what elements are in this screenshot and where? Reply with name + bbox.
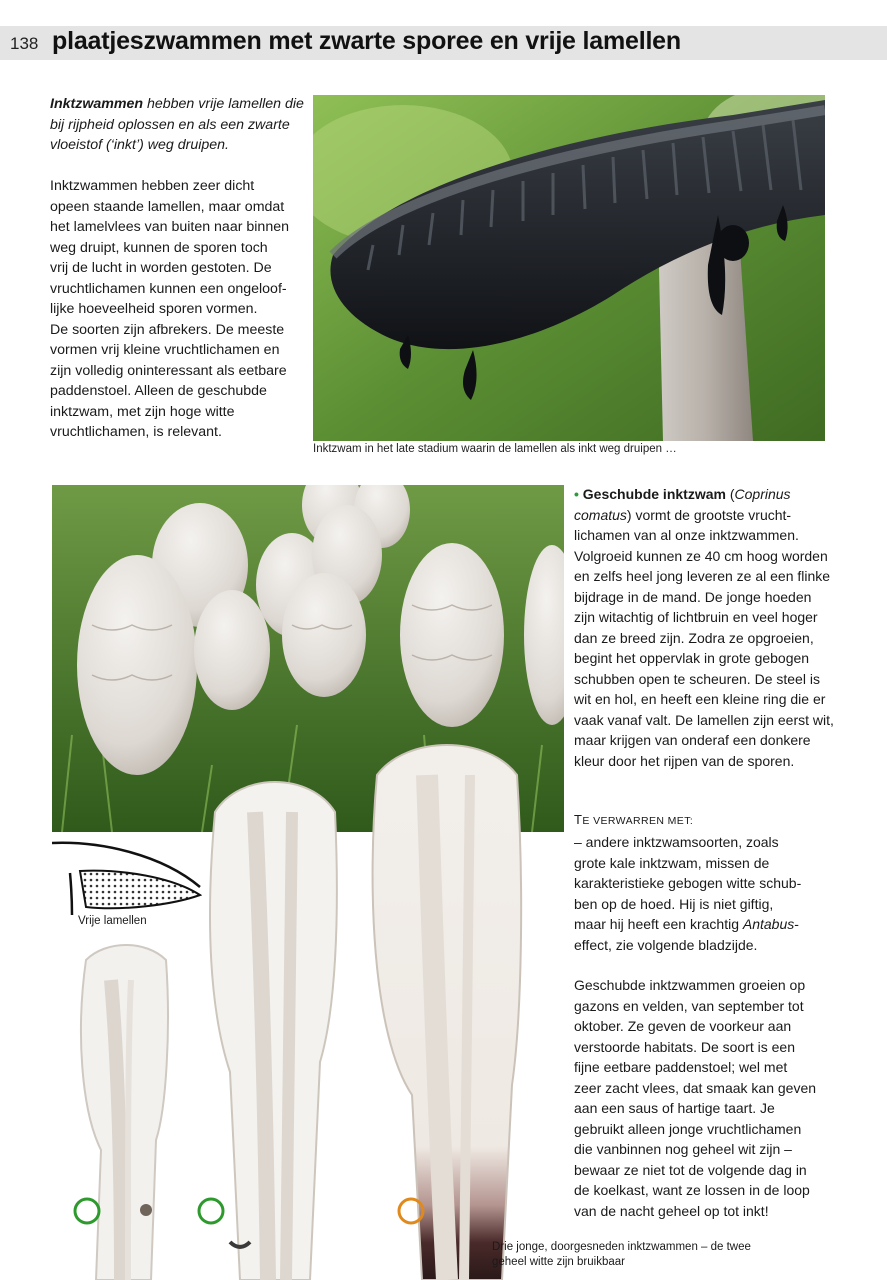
species-name: Geschubde inktzwam bbox=[582, 486, 726, 502]
intro-line: paddenstoel. Alleen de geschubde bbox=[50, 383, 267, 399]
habitat-line: aan een saus of hartige taart. Je bbox=[574, 1100, 775, 1116]
caption-line: Drie jonge, doorgesneden inktzwammen – de twee bbox=[492, 1241, 751, 1253]
intro-lead-bold: Inktzwammen bbox=[50, 96, 144, 112]
habitat-line: die vanbinnen nog geheel wit zijn – bbox=[574, 1141, 792, 1157]
edible-marker-middle bbox=[196, 1196, 226, 1226]
habitat-line: gazons en velden, van september tot bbox=[574, 997, 804, 1014]
intro-body bbox=[50, 176, 310, 443]
intro-lead bbox=[50, 94, 310, 156]
species-line: De lamellen zijn eerst wit, maar krijgen bbox=[574, 711, 834, 748]
habitat-line: verstoorde habitats. De soort is een bbox=[574, 1038, 796, 1055]
species-line: al een flinke bijdrage in de mand. De bbox=[574, 568, 831, 605]
intro-lead-rest: hebben vrije lamellen die bij rijpheid oplossen en als een zwarte vloeistof (‘inkt’) weg druipen. bbox=[50, 96, 304, 153]
page-title: plaatjeszwammen met zwarte sporee en vrije lamellen bbox=[52, 27, 681, 55]
intro-line: inktzwam, met zijn hoge witte bbox=[50, 403, 235, 420]
habitat-line: de koelkast, want ze lossen in de loop bbox=[574, 1182, 810, 1198]
intro-line: zijn volledig oninteressant als eetbare bbox=[50, 362, 287, 379]
species-line: ze opgroeien, begint het oppervlak bbox=[574, 629, 814, 666]
species-description: • Geschubde inktzwam (Coprinus comatus) vormt de grootste vrucht- lichamen van al onze inktzwammen. Volgroeid kunnen ze 40 cm hoog worden en zelfs heel jong leveren ze al een flinke bijdrage in de mand. De jonge hoeden zijn witachtig of lichtbruin en veel hoger dan ze breed zijn. Zodra ze opgroeien, begint het oppervlak in grote gebogen schubben open te scheuren. De steel is wit en hol, en heeft een kleine ring die er vaak vanaf valt. De lamellen zijn eerst wit, maar krijgen van onderaf een donkere kleur door het rijpen van de sporen. bbox=[574, 486, 834, 769]
intro-line: lijke hoeveelheid sporen vormen. bbox=[50, 301, 258, 317]
habitat-line: Geschubde inktzwammen groeien op bbox=[574, 977, 806, 993]
species-line: Volgroeid kunnen ze 40 cm hoog bbox=[574, 547, 778, 564]
species-line: van onderaf een donkere kleur door het bbox=[574, 732, 811, 769]
species-line: worden en zelfs heel jong leveren ze bbox=[574, 547, 828, 584]
species-line: scheuren. De steel is wit en hol, en heeft bbox=[574, 670, 820, 707]
intro-line: Inktzwammen hebben zeer dicht bbox=[50, 178, 255, 194]
ink-cap-caption: Inktzwam in het late stadium waarin de lamellen als inkt weg druipen … bbox=[313, 443, 677, 455]
bullet-icon: • bbox=[574, 486, 579, 502]
ink-cap-photo bbox=[313, 95, 825, 441]
species-latin: Coprinus comatus bbox=[574, 486, 791, 523]
species-line: in grote gebogen schubben open te bbox=[574, 650, 810, 687]
confuse-heading-initial: T bbox=[574, 812, 583, 827]
species-line: vormt de grootste vrucht- bbox=[635, 506, 792, 523]
free-gills-diagram bbox=[52, 835, 202, 915]
intro-line: vruchtlichamen, is relevant. bbox=[50, 424, 222, 440]
species-line: en veel hoger dan ze breed zijn. Zodra bbox=[574, 609, 818, 646]
confuse-body: – andere inktzwamsoorten, zoals grote kale inktzwam, missen de karakteristieke gebogen witte schub- ben op de hoed. Hij is niet giftig, maar hij heeft een krachtig Antabus- effect, zie volgende bladzijde. bbox=[574, 832, 836, 955]
intro-line: weg druipt, kunnen de sporen toch bbox=[50, 239, 268, 256]
confuse-line: karakteristieke gebogen witte schub- bbox=[574, 875, 802, 891]
caution-marker-right bbox=[396, 1196, 426, 1226]
confuse-heading-rest: E VERWARREN MET: bbox=[582, 815, 694, 827]
caption-line: geheel witte zijn bruikbaar bbox=[492, 1256, 625, 1268]
confuse-line: – andere inktzwamsoorten, zoals bbox=[574, 834, 779, 850]
habitat-line: bewaar ze niet tot de volgende dag in bbox=[574, 1161, 807, 1178]
intro-line: vruchtlichamen kunnen een ongeloof- bbox=[50, 280, 287, 297]
habitat-line: gebruikt alleen jonge vruchtlichamen bbox=[574, 1120, 802, 1137]
cut-mushroom-right bbox=[362, 735, 527, 1280]
intro-line: De soorten zijn afbrekers. De meeste bbox=[50, 321, 285, 338]
confuse-line: effect, zie volgende bladzijde. bbox=[574, 936, 758, 953]
species-line: lichamen van al onze inktzwammen. bbox=[574, 527, 799, 543]
free-gills-label: Vrije lamellen bbox=[78, 915, 147, 927]
habitat-line: zeer zacht vlees, dat smaak kan geven bbox=[574, 1079, 817, 1096]
habitat-line: fijne eetbare paddenstoel; wel met bbox=[574, 1059, 788, 1075]
confuse-line: ben op de hoed. Hij is niet giftig, bbox=[574, 895, 774, 912]
intro-line: opeen staande lamellen, maar omdat bbox=[50, 198, 285, 215]
habitat-body bbox=[574, 975, 836, 1221]
intro-line: vrij de lucht in worden gestoten. De bbox=[50, 260, 272, 276]
edible-marker-left bbox=[72, 1196, 102, 1226]
page-number: 138 bbox=[10, 34, 39, 53]
intro-line: het lamelvlees van buiten naar binnen bbox=[50, 219, 289, 235]
confuse-heading bbox=[574, 812, 693, 827]
species-line: rijpen van de sporen. bbox=[663, 752, 795, 769]
habitat-line: van de nacht geheel op tot inkt! bbox=[574, 1202, 769, 1219]
species-line: jonge hoeden zijn witachtig of lichtbruin bbox=[574, 588, 812, 625]
intro-line: vormen vrij kleine vruchtlichamen en bbox=[50, 342, 280, 358]
species-line: een kleine ring die er vaak vanaf valt. bbox=[574, 691, 826, 728]
cut-mushrooms-caption bbox=[492, 1240, 792, 1270]
habitat-line: oktober. Ze geven de voorkeur aan bbox=[574, 1018, 792, 1034]
antabus-term: Antabus bbox=[742, 916, 795, 932]
confuse-line: maar hij heeft een krachtig bbox=[574, 916, 739, 932]
confuse-line: grote kale inktzwam, missen de bbox=[574, 854, 770, 871]
cut-mushroom-left bbox=[66, 940, 176, 1280]
